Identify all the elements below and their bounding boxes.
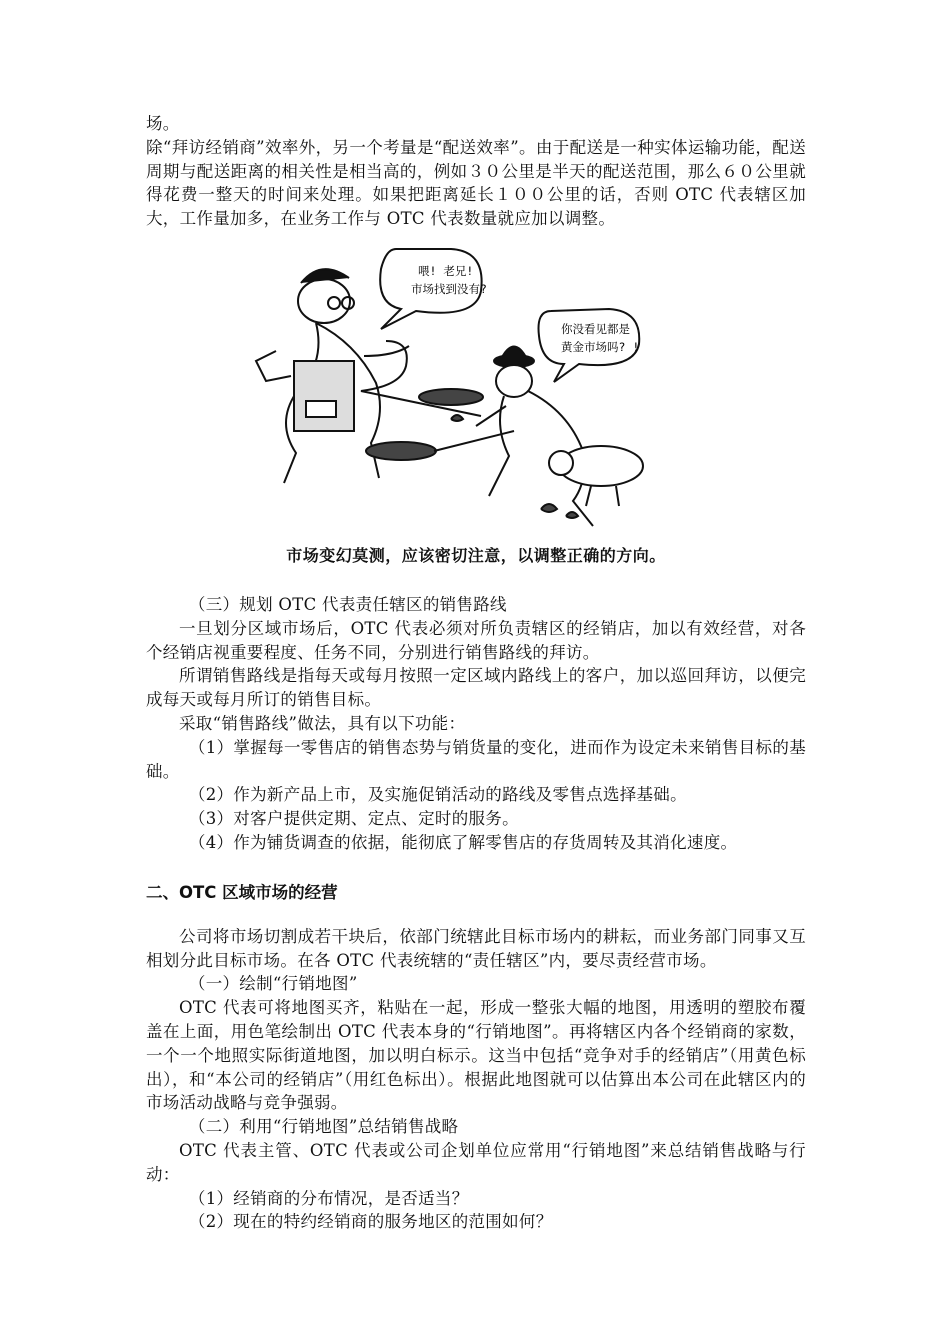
section3-paragraph-3: 采取“销售路线”做法，具有以下功能： (179, 713, 466, 733)
ops-paragraph-1: 公司将市场切割成若干块后，依部门统辖此目标市场内的耕耘，而业务部门同事又互相划分此目标市场。在各 OTC 代表统辖的“责任辖区”内，要尽责经营市场。 (146, 926, 806, 970)
ops-subheading-1: （一）绘制“行销地图” (188, 974, 358, 994)
section3-item-1: （1）掌握每一零售店的销售态势与销货量的变化，进而作为设定未来销售目标的基础。 (146, 737, 806, 781)
ops-item-1: （1）经销商的分布情况，是否适当？ (188, 1188, 469, 1208)
cartoon-figure (146, 241, 806, 581)
section3-paragraph-2: 所谓销售路线是指每天或每月按照一定区域内路线上的客户，加以巡回拜访，以便完成每天或每月所订的销售目标。 (146, 666, 806, 710)
section3-item-4: （4）作为铺货调查的依据，能彻底了解零售店的存货周转及其消化速度。 (188, 832, 738, 852)
ops-item-2: （2）现在的特约经销商的服务地区的范围如何？ (188, 1212, 553, 1232)
ops-subheading-2: （二）利用“行销地图”总结销售战略 (188, 1117, 459, 1137)
section3-item-3: （3）对客户提供定期、定点、定时的服务。 (188, 809, 519, 829)
section3-paragraph-1: 一旦划分区域市场后，OTC 代表必须对所负责辖区的经销店，加以有效经营，对各个经销店视重要程度、任务不同，分别进行销售路线的拜访。 (146, 618, 806, 662)
document-page (146, 112, 806, 1234)
section-heading-2: 二、OTC 区域市场的经营 (146, 882, 338, 902)
cartoon-illustration (246, 241, 706, 541)
section3-item-2: （2）作为新产品上市，及实施促销活动的路线及零售点选择基础。 (188, 785, 687, 805)
bubble1-line1: 喂! 老兄! (418, 263, 474, 278)
bubble2-line2: 黄金市场吗? ! (561, 339, 640, 354)
bubble1-line2: 市场找到没有? (411, 281, 487, 296)
bubble2-line1: 你没看见都是 (561, 321, 630, 336)
section3-title: （三）规划 OTC 代表责任辖区的销售路线 (188, 594, 507, 614)
paragraph-continuation: 场。 (146, 114, 180, 133)
ops-paragraph-2: OTC 代表可将地图买齐，粘贴在一起，形成一整张大幅的地图，用透明的塑胶布覆盖在上面，用色笔绘制出 OTC 代表本身的“行销地图”。再将辖区内各个经销商的家数，一个一个地照实际街道地图，加以明白标示。这当中包括“竞争对手的经销店”（用黄色标出），和“本公司的经销店”（用红色标出）。根据此地图就可以估算出本公司在此辖区内的市场活动战略与竞争强弱。 (146, 998, 806, 1113)
figure-caption: 市场变幻莫测，应该密切注意，以调整正确的方向。 (286, 545, 666, 565)
paragraph-delivery-efficiency: 除“拜访经销商”效率外，另一个考量是“配送效率”。由于配送是一种实体运输功能，配送周期与配送距离的相关性是相当高的，例如３０公里是半天的配送范围，那么６０公里就得花费一整天的时间来处理。如果把距离延长１００公里的话，否则 OTC 代表辖区加大，工作量加多，在业务工作与 OTC 代表数量就应加以调整。 (146, 137, 806, 229)
ops-paragraph-3: OTC 代表主管、OTC 代表或公司企划单位应常用“行销地图”来总结销售战略与行动： (146, 1140, 806, 1184)
